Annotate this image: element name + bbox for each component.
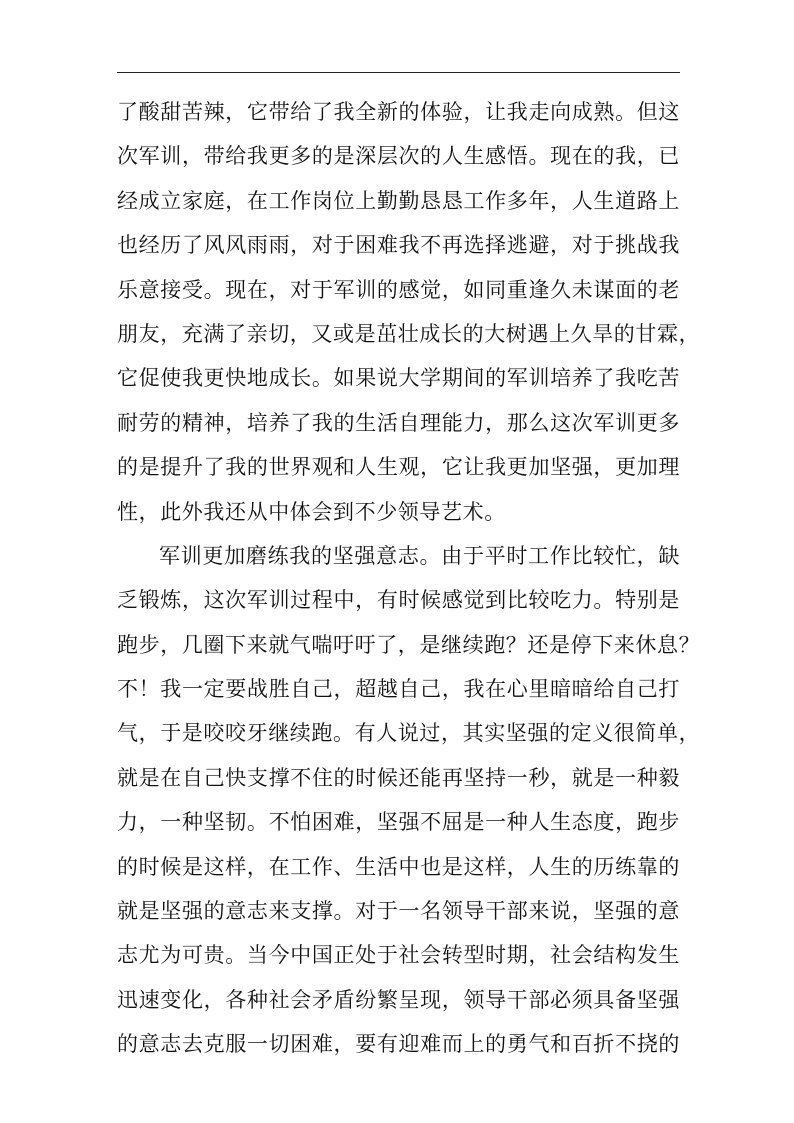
paragraph-first-line: 军训更加磨练我的坚强意志。由于平时工作比较忙，缺	[159, 543, 680, 568]
text-line: 它促使我更快地成长。如果说大学期间的军训培养了我吃苦	[117, 366, 680, 391]
text-line: 耐劳的精神，培养了我的生活自理能力，那么这次军训更多	[117, 410, 680, 435]
text-line: 乏锻炼，这次军训过程中，有时候感觉到比较吃力。特别是	[117, 588, 680, 613]
text-line: 就是在自己快支撑不住的时候还能再坚持一秒，就是一种毅	[117, 765, 680, 790]
text-line: 力，一种坚韧。不怕困难，坚强不屈是一种人生态度，跑步	[117, 810, 680, 835]
text-line: 乐意接受。现在，对于军训的感觉，如同重逢久未谋面的老	[117, 277, 680, 302]
text-line: 的意志去克服一切困难，要有迎难而上的勇气和百折不挠的	[117, 1032, 680, 1057]
text-line: 朋友，充满了亲切，又或是茁壮成长的大树遇上久旱的甘霖，	[117, 321, 701, 346]
text-line: 气，于是咬咬牙继续跑。有人说过，其实坚强的定义很简单，	[117, 721, 701, 746]
text-line: 的时候是这样，在工作、生活中也是这样，人生的历练靠的	[117, 854, 680, 879]
text-line: 次军训，带给我更多的是深层次的人生感悟。现在的我，已	[117, 144, 680, 169]
header-divider	[117, 72, 680, 73]
text-line: 迅速变化，各种社会矛盾纷繁呈现，领导干部必须具备坚强	[117, 987, 680, 1012]
text-line: 的是提升了我的世界观和人生观，它让我更加坚强，更加理	[117, 455, 680, 480]
text-line: 就是坚强的意志来支撑。对于一名领导干部来说，坚强的意	[117, 899, 680, 924]
text-line: 也经历了风风雨雨，对于困难我不再选择逃避，对于挑战我	[117, 233, 680, 258]
text-line: 了酸甜苦辣，它带给了我全新的体验，让我走向成熟。但这	[117, 100, 680, 124]
text-line: 不！我一定要战胜自己，超越自己，我在心里暗暗给自己打	[117, 677, 680, 702]
body-text	[117, 90, 701, 1067]
paragraph-end-line: 性，此外我还从中体会到不少领导艺术。	[117, 499, 506, 524]
text-line: 跑步，几圈下来就气喘吁吁了，是继续跑？还是停下来休息？	[117, 632, 701, 657]
text-line: 经成立家庭，在工作岗位上勤勤恳恳工作多年，人生道路上	[117, 188, 680, 213]
text-line: 志尤为可贵。当今中国正处于社会转型时期，社会结构发生	[117, 943, 680, 968]
